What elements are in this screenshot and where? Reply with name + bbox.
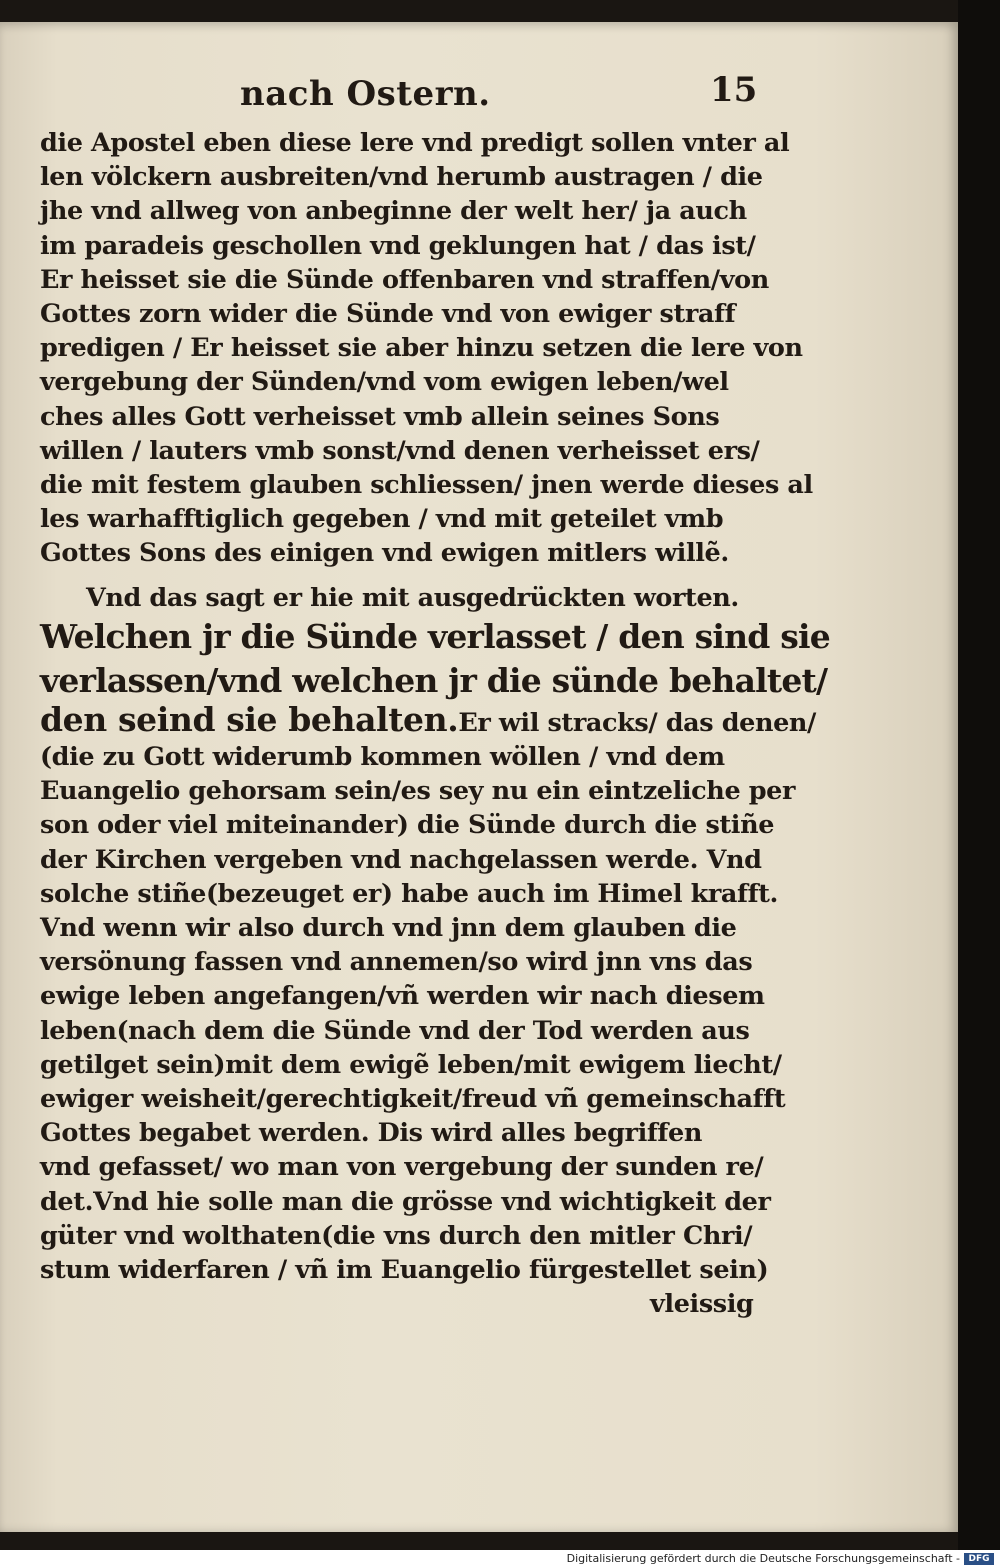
text-line: les warhafftiglich gegeben / vnd mit geteilet vmb: [40, 504, 724, 535]
text-line: vergebung der Sünden/vnd vom ewigen leben/wel: [40, 367, 729, 398]
text-line: jhe vnd allweg von anbeginne der welt her/ ja auch: [40, 196, 747, 227]
text-line: ewiger weisheit/gerechtigkeit/freud vñ gemeinschafft: [40, 1084, 786, 1115]
text-line: Gottes zorn wider die Sünde vnd von ewiger straff: [40, 299, 736, 330]
text-line: solche stiñe(bezeuget er) habe auch im Himel krafft.: [40, 878, 778, 909]
text-line: Gottes Sons des einigen vnd ewigen mitlers willẽ.: [40, 538, 729, 569]
text-block: [40, 70, 830, 1322]
book-page: [0, 22, 958, 1532]
text-line: die mit festem glauben schliessen/ jnen werde dieses al: [40, 470, 813, 501]
text-line: ewige leben angefangen/vñ werden wir nach diesem: [40, 981, 765, 1012]
paragraph-1: [40, 126, 813, 571]
running-head: nach Ostern.: [240, 74, 491, 114]
text-line: (die zu Gott widerumb kommen wöllen / vnd dem: [40, 742, 725, 773]
page-number: 15: [710, 70, 758, 110]
text-line: leben(nach dem die Sünde vnd der Tod werden aus: [40, 1015, 750, 1046]
text-line: stum widerfaren / vñ im Euangelio fürgestellet sein): [40, 1255, 769, 1286]
text-line: vnd gefasset/ wo man von vergebung der sunden re/: [40, 1152, 764, 1183]
scripture-quote-line: Welchen jr die Sünde verlasset / den sind sie: [40, 616, 830, 656]
text-line: Euangelio gehorsam sein/es sey nu ein eintzeliche per: [40, 776, 796, 807]
text-line: Gottes begabet werden. Dis wird alles begriffen: [40, 1118, 702, 1149]
text-line: ches alles Gott verheisset vmb allein seines Sons: [40, 401, 720, 432]
text-line-intro: Vnd das sagt er hie mit ausgedrückten worten.: [86, 582, 739, 613]
scripture-quote-line: verlassen/vnd welchen jr die sünde behaltet/: [40, 660, 828, 700]
page-header: [40, 70, 765, 126]
text-line: der Kirchen vergeben vnd nachgelassen werde. Vnd: [40, 844, 762, 875]
catchword: vleissig: [650, 1289, 754, 1320]
text-line: det.Vnd hie solle man die grösse vnd wichtigkeit der: [40, 1186, 771, 1217]
dfg-logo-icon: DFG: [964, 1553, 994, 1565]
paragraph-2: [40, 581, 830, 1322]
digitization-credit-bar: [0, 1550, 1000, 1568]
text-line: Er heisset sie die Sünde offenbaren vnd straffen/von: [40, 264, 769, 295]
text-line: versönung fassen vnd annemen/so wird jnn vns das: [40, 947, 753, 978]
text-continuation: Er wil stracks/ das denen/: [458, 707, 816, 738]
text-line: güter vnd wolthaten(die vns durch den mitler Chri/: [40, 1220, 753, 1251]
text-line: son oder viel miteinander) die Sünde durch die stiñe: [40, 810, 775, 841]
scripture-quote-end: den seind sie behalten.: [40, 699, 459, 739]
text-line: len völckern ausbreiten/vnd herumb austragen / die: [40, 162, 763, 193]
text-line: Vnd wenn wir also durch vnd jnn dem glauben die: [40, 913, 737, 944]
text-line: im paradeis geschollen vnd geklungen hat / das ist/: [40, 230, 756, 261]
binding-edge: [958, 0, 1000, 1568]
text-line-mixed: [40, 699, 816, 740]
funding-credit: Digitalisierung gefördert durch die Deutsche Forschungsgemeinschaft -: [566, 1552, 960, 1565]
text-line: willen / lauters vmb sonst/vnd denen verheisset ers/: [40, 435, 760, 466]
text-line: getilget sein)mit dem ewigẽ leben/mit ewigem liecht/: [40, 1049, 782, 1080]
text-line: die Apostel eben diese lere vnd predigt sollen vnter al: [40, 128, 790, 158]
text-line: predigen / Er heisset sie aber hinzu setzen die lere von: [40, 333, 803, 364]
